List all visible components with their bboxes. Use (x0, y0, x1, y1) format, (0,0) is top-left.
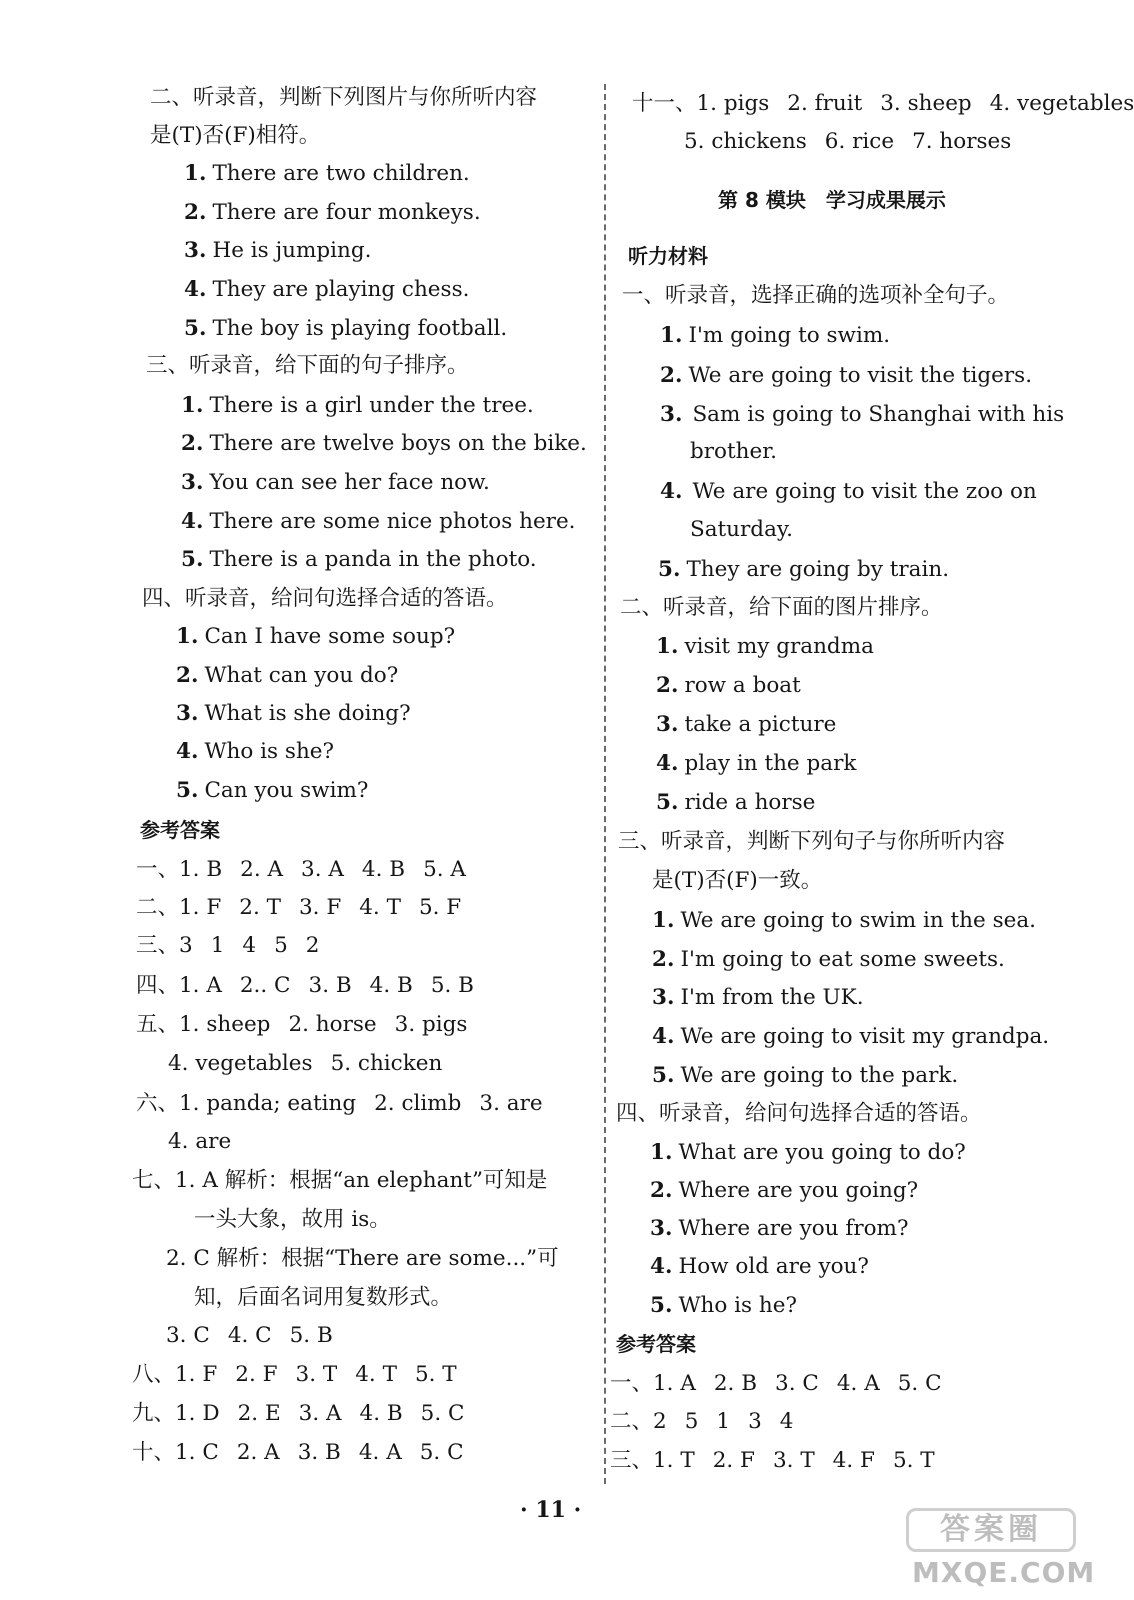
watermark-logo: 答案圈 (906, 1508, 1076, 1552)
list-item: 3. take a picture (656, 712, 837, 737)
answer-row-5-cont: 4. vegetables 5. chicken (168, 1051, 443, 1076)
answer-row-7-rest: 3. C 4. C 5. B (166, 1323, 333, 1348)
r-answer-row-3: 三、1. T 2. F 3. T 4. F 5. T (610, 1448, 935, 1473)
list-item: 2. I'm going to eat some sweets. (652, 947, 1005, 972)
answer-row-7-item-2-cont: 知，后面名词用复数形式。 (194, 1285, 453, 1310)
r-section-3-heading: 三、听录音，判断下列句子与你所听内容 (618, 829, 1006, 854)
list-item: 5. The boy is playing football. (184, 316, 508, 341)
list-item: 1. Can I have some soup? (176, 624, 456, 649)
column-divider (604, 84, 606, 1484)
answer-row-2: 二、1. F 2. T 3. F 4. T 5. F (136, 895, 462, 920)
list-item: 4. play in the park (656, 751, 857, 776)
list-item: 2. Where are you going? (650, 1178, 919, 1203)
r-section-2-heading: 二、听录音，给下面的图片排序。 (620, 595, 943, 620)
list-item: 2. We are going to visit the tigers. (660, 363, 1033, 388)
r-answer-row-2: 二、2 5 1 3 4 (610, 1409, 794, 1434)
list-item: 3. Sam is going to Shanghai with his (660, 402, 1065, 427)
list-item: 1. visit my grandma (656, 634, 874, 659)
module-title: 第 8 模块 学习成果展示 (718, 188, 946, 212)
list-item: 1. We are going to swim in the sea. (652, 908, 1037, 933)
watermark-url: MXQE.COM (912, 1556, 1096, 1589)
list-item-cont: Saturday. (690, 517, 794, 542)
list-item: 4. There are some nice photos here. (181, 509, 576, 534)
list-item: 2. There are twelve boys on the bike. (181, 431, 587, 456)
section-3-heading: 三、听录音，给下面的句子排序。 (146, 353, 469, 378)
answer-row-6: 六、1. panda; eating 2. climb 3. are (136, 1091, 543, 1116)
list-item: 1. I'm going to swim. (660, 323, 891, 348)
section-4-heading: 四、听录音，给问句选择合适的答语。 (142, 586, 508, 611)
answer-row-7-item-1-cont: 一头大象，故用 is。 (194, 1207, 391, 1232)
list-item: 3. Where are you from? (650, 1216, 909, 1241)
list-item: 4. They are playing chess. (184, 277, 470, 302)
list-item: 3. He is jumping. (184, 238, 372, 263)
list-item: 1. There are two children. (184, 161, 470, 186)
list-item: 3. What is she doing? (176, 701, 411, 726)
answer-row-8: 八、1. F 2. F 3. T 4. T 5. T (132, 1362, 457, 1387)
list-item-cont: brother. (690, 439, 777, 464)
answer-row-6-cont: 4. are (168, 1129, 232, 1154)
reference-answers-heading: 参考答案 (140, 818, 220, 842)
r-section-4-heading: 四、听录音，给问句选择合适的答语。 (616, 1101, 982, 1126)
list-item: 4. How old are you? (650, 1254, 869, 1279)
listening-material-heading: 听力材料 (628, 244, 708, 268)
list-item: 5. ride a horse (656, 790, 816, 815)
r-answer-row-1: 一、1. A 2. B 3. C 4. A 5. C (610, 1371, 942, 1396)
r-section-1-heading: 一、听录音，选择正确的选项补全句子。 (622, 283, 1010, 308)
list-item: 3. I'm from the UK. (652, 985, 864, 1010)
list-item: 1. There is a girl under the tree. (181, 393, 534, 418)
watermark (906, 1508, 1096, 1589)
list-item: 4. We are going to visit my grandpa. (652, 1024, 1050, 1049)
answer-row-11-cont: 5. chickens 6. rice 7. horses (684, 129, 1012, 154)
answer-row-4: 四、1. A 2.. C 3. B 4. B 5. B (136, 973, 474, 998)
list-item: 2. What can you do? (176, 663, 399, 688)
list-item: 5. Who is he? (650, 1293, 798, 1318)
list-item: 5. There is a panda in the photo. (181, 547, 537, 572)
answer-row-7-item-2: 2. C 解析：根据“There are some...”可 (166, 1246, 559, 1271)
r-reference-answers-heading: 参考答案 (616, 1332, 696, 1356)
answer-row-3: 三、3 1 4 5 2 (136, 933, 320, 958)
list-item: 2. There are four monkeys. (184, 200, 481, 225)
list-item: 4. Who is she? (176, 739, 335, 764)
answer-row-5: 五、1. sheep 2. horse 3. pigs (136, 1012, 468, 1037)
section-2-heading: 二、听录音，判断下列图片与你所听内容 (150, 85, 538, 110)
r-section-3-heading-cont: 是(T)否(F)一致。 (652, 868, 823, 893)
page-number: · 11 · (520, 1497, 582, 1523)
answer-row-9: 九、1. D 2. E 3. A 4. B 5. C (132, 1401, 465, 1426)
section-2-heading-cont: 是(T)否(F)相符。 (150, 123, 321, 148)
list-item: 4. We are going to visit the zoo on (660, 479, 1037, 504)
answer-row-1: 一、1. B 2. A 3. A 4. B 5. A (136, 857, 466, 882)
list-item: 3. You can see her face now. (181, 470, 490, 495)
list-item: 5. We are going to the park. (652, 1063, 959, 1088)
list-item: 1. What are you going to do? (650, 1140, 966, 1165)
list-item: 2. row a boat (656, 673, 801, 698)
list-item: 5. Can you swim? (176, 778, 369, 803)
answer-row-7-item-1: 七、1. A 解析：根据“an elephant”可知是 (132, 1168, 548, 1193)
list-item: 5. They are going by train. (658, 557, 950, 582)
answer-row-11: 十一、1. pigs 2. fruit 3. sheep 4. vegetables (632, 91, 1134, 116)
answer-row-10: 十、1. C 2. A 3. B 4. A 5. C (132, 1440, 464, 1465)
